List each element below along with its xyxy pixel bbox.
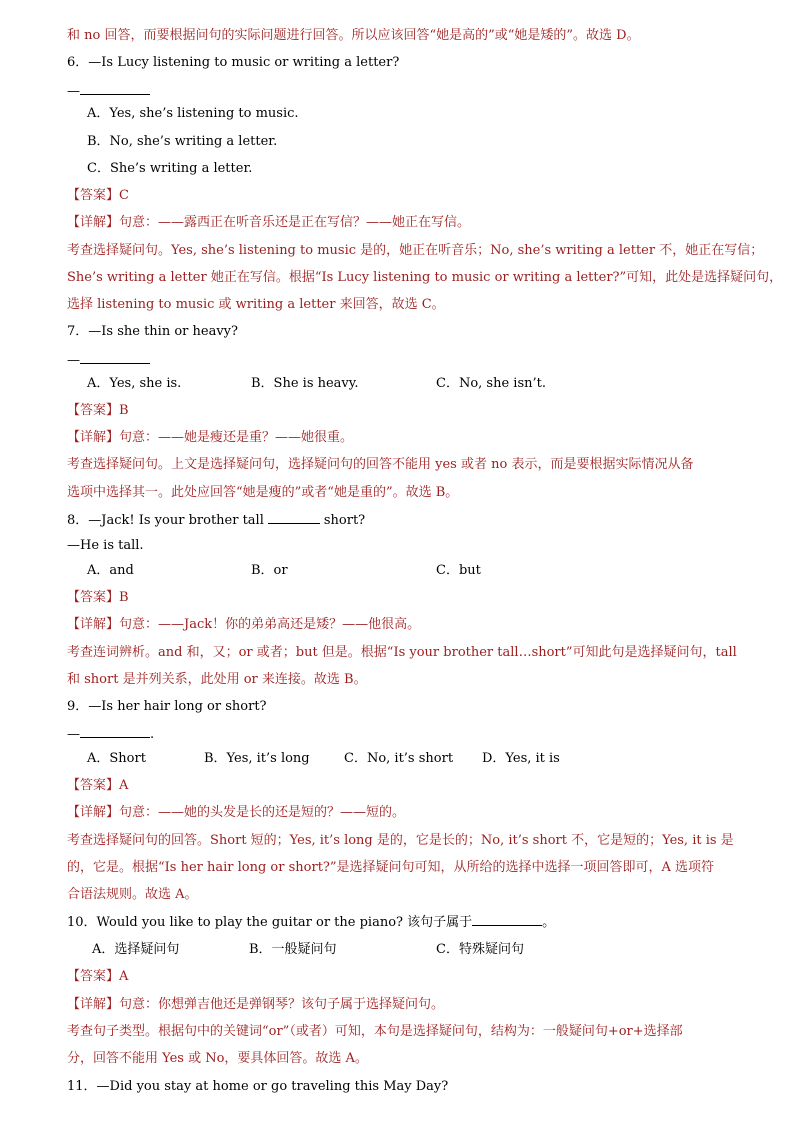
q6-explain-line: 【详解】句意：——露西正在听音乐还是正在写信？——她正在写信。 bbox=[67, 215, 471, 230]
q9-explain-line: 的，它是。根据“Is her hair long or short?”是选择疑问句可知，从所给的选择中选择一项回答即可，A 选项符 bbox=[67, 860, 715, 875]
q8-option-b: B．or bbox=[251, 563, 288, 578]
q8-explain-line: 和 short 是并列关系，此处用 or 来连接。故选 B。 bbox=[67, 672, 367, 687]
question-6: 6．—Is Lucy listening to music or writing a letter? bbox=[67, 55, 400, 70]
q10-explain-line: 【详解】句意：你想弹吉他还是弹钢琴？该句子属于选择疑问句。 bbox=[67, 997, 445, 1012]
question-11: 11．—Did you stay at home or go traveling this May Day? bbox=[67, 1079, 449, 1094]
question-7: 7．—Is she thin or heavy? bbox=[67, 324, 238, 339]
q9-option-c: C．No, it’s short bbox=[344, 751, 454, 766]
q7-option-a: A．Yes, she is. bbox=[87, 376, 182, 391]
answer-blank-9: — . bbox=[67, 727, 155, 742]
q7-explain-line: 考查选择疑问句。上文是选择疑问句，选择疑问句的回答不能用 yes 或者 no 表示，而是要根据实际情况从备 bbox=[67, 457, 694, 472]
q8-explain-line: 考查连词辨析。and 和，又；or 或者；but 但是。根据“Is your brother tall…short”可知此句是选择疑问句，tall bbox=[67, 645, 737, 660]
q8-option-c: C．but bbox=[436, 563, 481, 578]
q9-answer: 【答案】A bbox=[67, 778, 129, 793]
q10-answer: 【答案】A bbox=[67, 969, 129, 984]
q10-option-b: B．一般疑问句 bbox=[249, 942, 337, 957]
q6-explain-line: She’s writing a letter 她正在写信。根据“Is Lucy listening to music or writing a letter?”可知，此处是选择疑问句， bbox=[67, 270, 783, 285]
q8-explain-line: 【详解】句意：——Jack！你的弟弟高还是矮？——他很高。 bbox=[67, 617, 421, 632]
q10-explain-line: 分，回答不能用 Yes 或 No，要具体回答。故选 A。 bbox=[67, 1051, 368, 1066]
q7-explain-line: 选项中选择其一。此处应回答“她是瘦的”或者“她是重的”。故选 B。 bbox=[67, 485, 459, 500]
q7-answer: 【答案】B bbox=[67, 403, 129, 418]
q8-reply: —He is tall. bbox=[67, 538, 144, 553]
q6-explain-line: 考查选择疑问句。Yes, she’s listening to music 是的，她正在听音乐；No, she’s writing a letter 不，她正在写信； bbox=[67, 243, 764, 258]
q10-option-a: A．选择疑问句 bbox=[92, 942, 180, 957]
q10-option-c: C．特殊疑问句 bbox=[436, 942, 524, 957]
question-9: 9．—Is her hair long or short? bbox=[67, 699, 267, 714]
q9-option-d: D．Yes, it is bbox=[482, 751, 560, 766]
q8-answer: 【答案】B bbox=[67, 590, 129, 605]
q9-explain-line: 合语法规则。故选 A。 bbox=[67, 887, 198, 902]
q9-option-a: A．Short bbox=[87, 751, 146, 766]
q9-explain-line: 【详解】句意：——她的头发是长的还是短的？——短的。 bbox=[67, 805, 406, 820]
q6-answer: 【答案】C bbox=[67, 188, 129, 203]
q9-option-b: B．Yes, it’s long bbox=[204, 751, 310, 766]
answer-blank-7: — bbox=[67, 351, 150, 370]
q6-option-c: C．She’s writing a letter. bbox=[87, 161, 253, 176]
q10-explain-line: 考查句子类型。根据句中的关键词“or”（或者）可知，本句是选择疑问句，结构为：一般疑问句+or+选择部 bbox=[67, 1024, 683, 1039]
q7-option-c: C．No, she isn’t. bbox=[436, 376, 546, 391]
question-10: 10．Would you like to play the guitar or the piano? 该句子属于 。 bbox=[67, 915, 556, 930]
answer-blank-6: — bbox=[67, 82, 150, 101]
question-8: 8．—Jack! Is your brother tall short? bbox=[67, 513, 366, 528]
prev-explanation-tail: 和 no 回答，而要根据问句的实际问题进行回答。所以应该回答“她是高的”或“她是矮的”。故选 D。 bbox=[67, 28, 640, 43]
q7-option-b: B．She is heavy. bbox=[251, 376, 359, 391]
q6-option-a: A．Yes, she’s listening to music. bbox=[87, 106, 299, 121]
q6-option-b: B．No, she’s writing a letter. bbox=[87, 134, 278, 149]
q7-explain-line: 【详解】句意：——她是瘦还是重？——她很重。 bbox=[67, 430, 354, 445]
q6-explain-line: 选择 listening to music 或 writing a letter 来回答，故选 C。 bbox=[67, 297, 445, 312]
q8-option-a: A．and bbox=[87, 563, 134, 578]
q9-explain-line: 考查选择疑问句的回答。Short 短的；Yes, it’s long 是的，它是长的；No, it’s short 不，它是短的；Yes, it is 是 bbox=[67, 833, 734, 848]
